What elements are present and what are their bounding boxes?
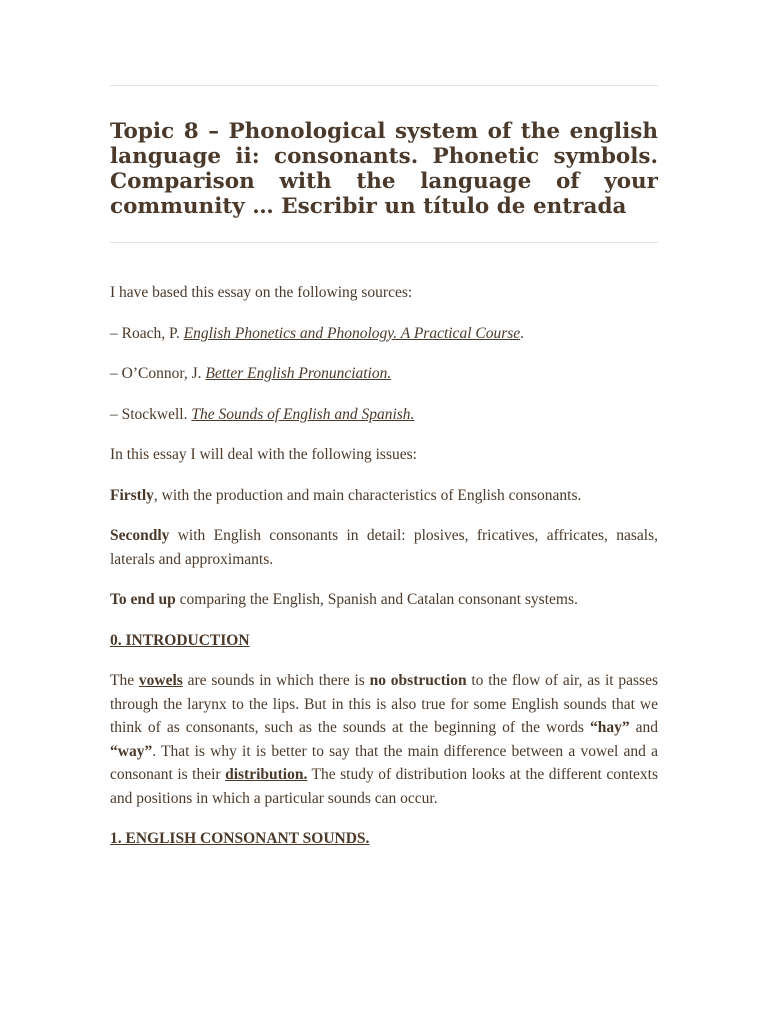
text-run: . That is why it is better to say that the main difference between a vowel and a consonant is their [110, 742, 658, 783]
text-run: and [629, 719, 658, 736]
issue-lead: Firstly [110, 486, 154, 504]
issue-lead: To end up [110, 591, 176, 608]
text-run: The study of distribution looks at the different contexts and positions in which a particular sounds can occur. [110, 766, 658, 807]
source-item [110, 322, 658, 346]
source-title-link[interactable]: The Sounds of English and Spanish. [191, 405, 415, 423]
issues-intro: In this essay I will deal with the following issues: [110, 446, 417, 463]
top-divider [110, 85, 658, 86]
source-author: – Roach, P. [110, 324, 184, 342]
source-title-link[interactable]: English Phonetics and Phonology. A Practical Course [183, 324, 521, 342]
issue-item [110, 484, 658, 508]
text-run: are sounds in which there is [182, 672, 370, 689]
issue-text: comparing the English, Spanish and Catalan consonant systems. [175, 591, 578, 608]
issue-text: , with the production and main characteristics of English consonants. [153, 486, 582, 504]
page-title: Topic 8 – Phonological system of the english language ii: consonants. Phonetic symbols. Comparison with the language of your community … Escribir un título de entrada [110, 119, 658, 219]
text-run: to the flow of air, as it passes through the larynx to the lips. But in this is also true for some English sounds that we think of as consonants, such as the sounds at the beginning of the words [110, 672, 658, 736]
source-item [110, 362, 658, 386]
source-title-link[interactable]: Better English Pronunciation. [205, 365, 392, 382]
source-author: – Stockwell. [110, 405, 192, 423]
word-way: “way” [110, 742, 153, 760]
source-suffix: . [520, 324, 525, 342]
issue-item [110, 588, 658, 612]
term-no-obstruction: no obstruction [369, 672, 467, 689]
article-body [110, 281, 658, 868]
term-distribution: distribution. [225, 766, 308, 783]
source-author: – O’Connor, J. [110, 365, 206, 382]
sources-intro: I have based this essay on the following sources: [110, 284, 413, 301]
term-vowels: vowels [138, 672, 183, 689]
source-item [110, 403, 658, 427]
title-divider [110, 242, 658, 243]
issue-lead: Secondly [110, 527, 170, 544]
issue-text: with English consonants in detail: plosives, fricatives, affricates, nasals, laterals and approximants. [110, 527, 658, 568]
issue-item [110, 524, 658, 571]
section-heading-introduction: 0. INTRODUCTION [110, 631, 250, 649]
word-hay: “hay” [589, 719, 630, 736]
introduction-paragraph [110, 669, 658, 810]
section-heading-consonant-sounds: 1. ENGLISH CONSONANT SOUNDS. [110, 830, 370, 847]
text-run: The [110, 672, 139, 689]
